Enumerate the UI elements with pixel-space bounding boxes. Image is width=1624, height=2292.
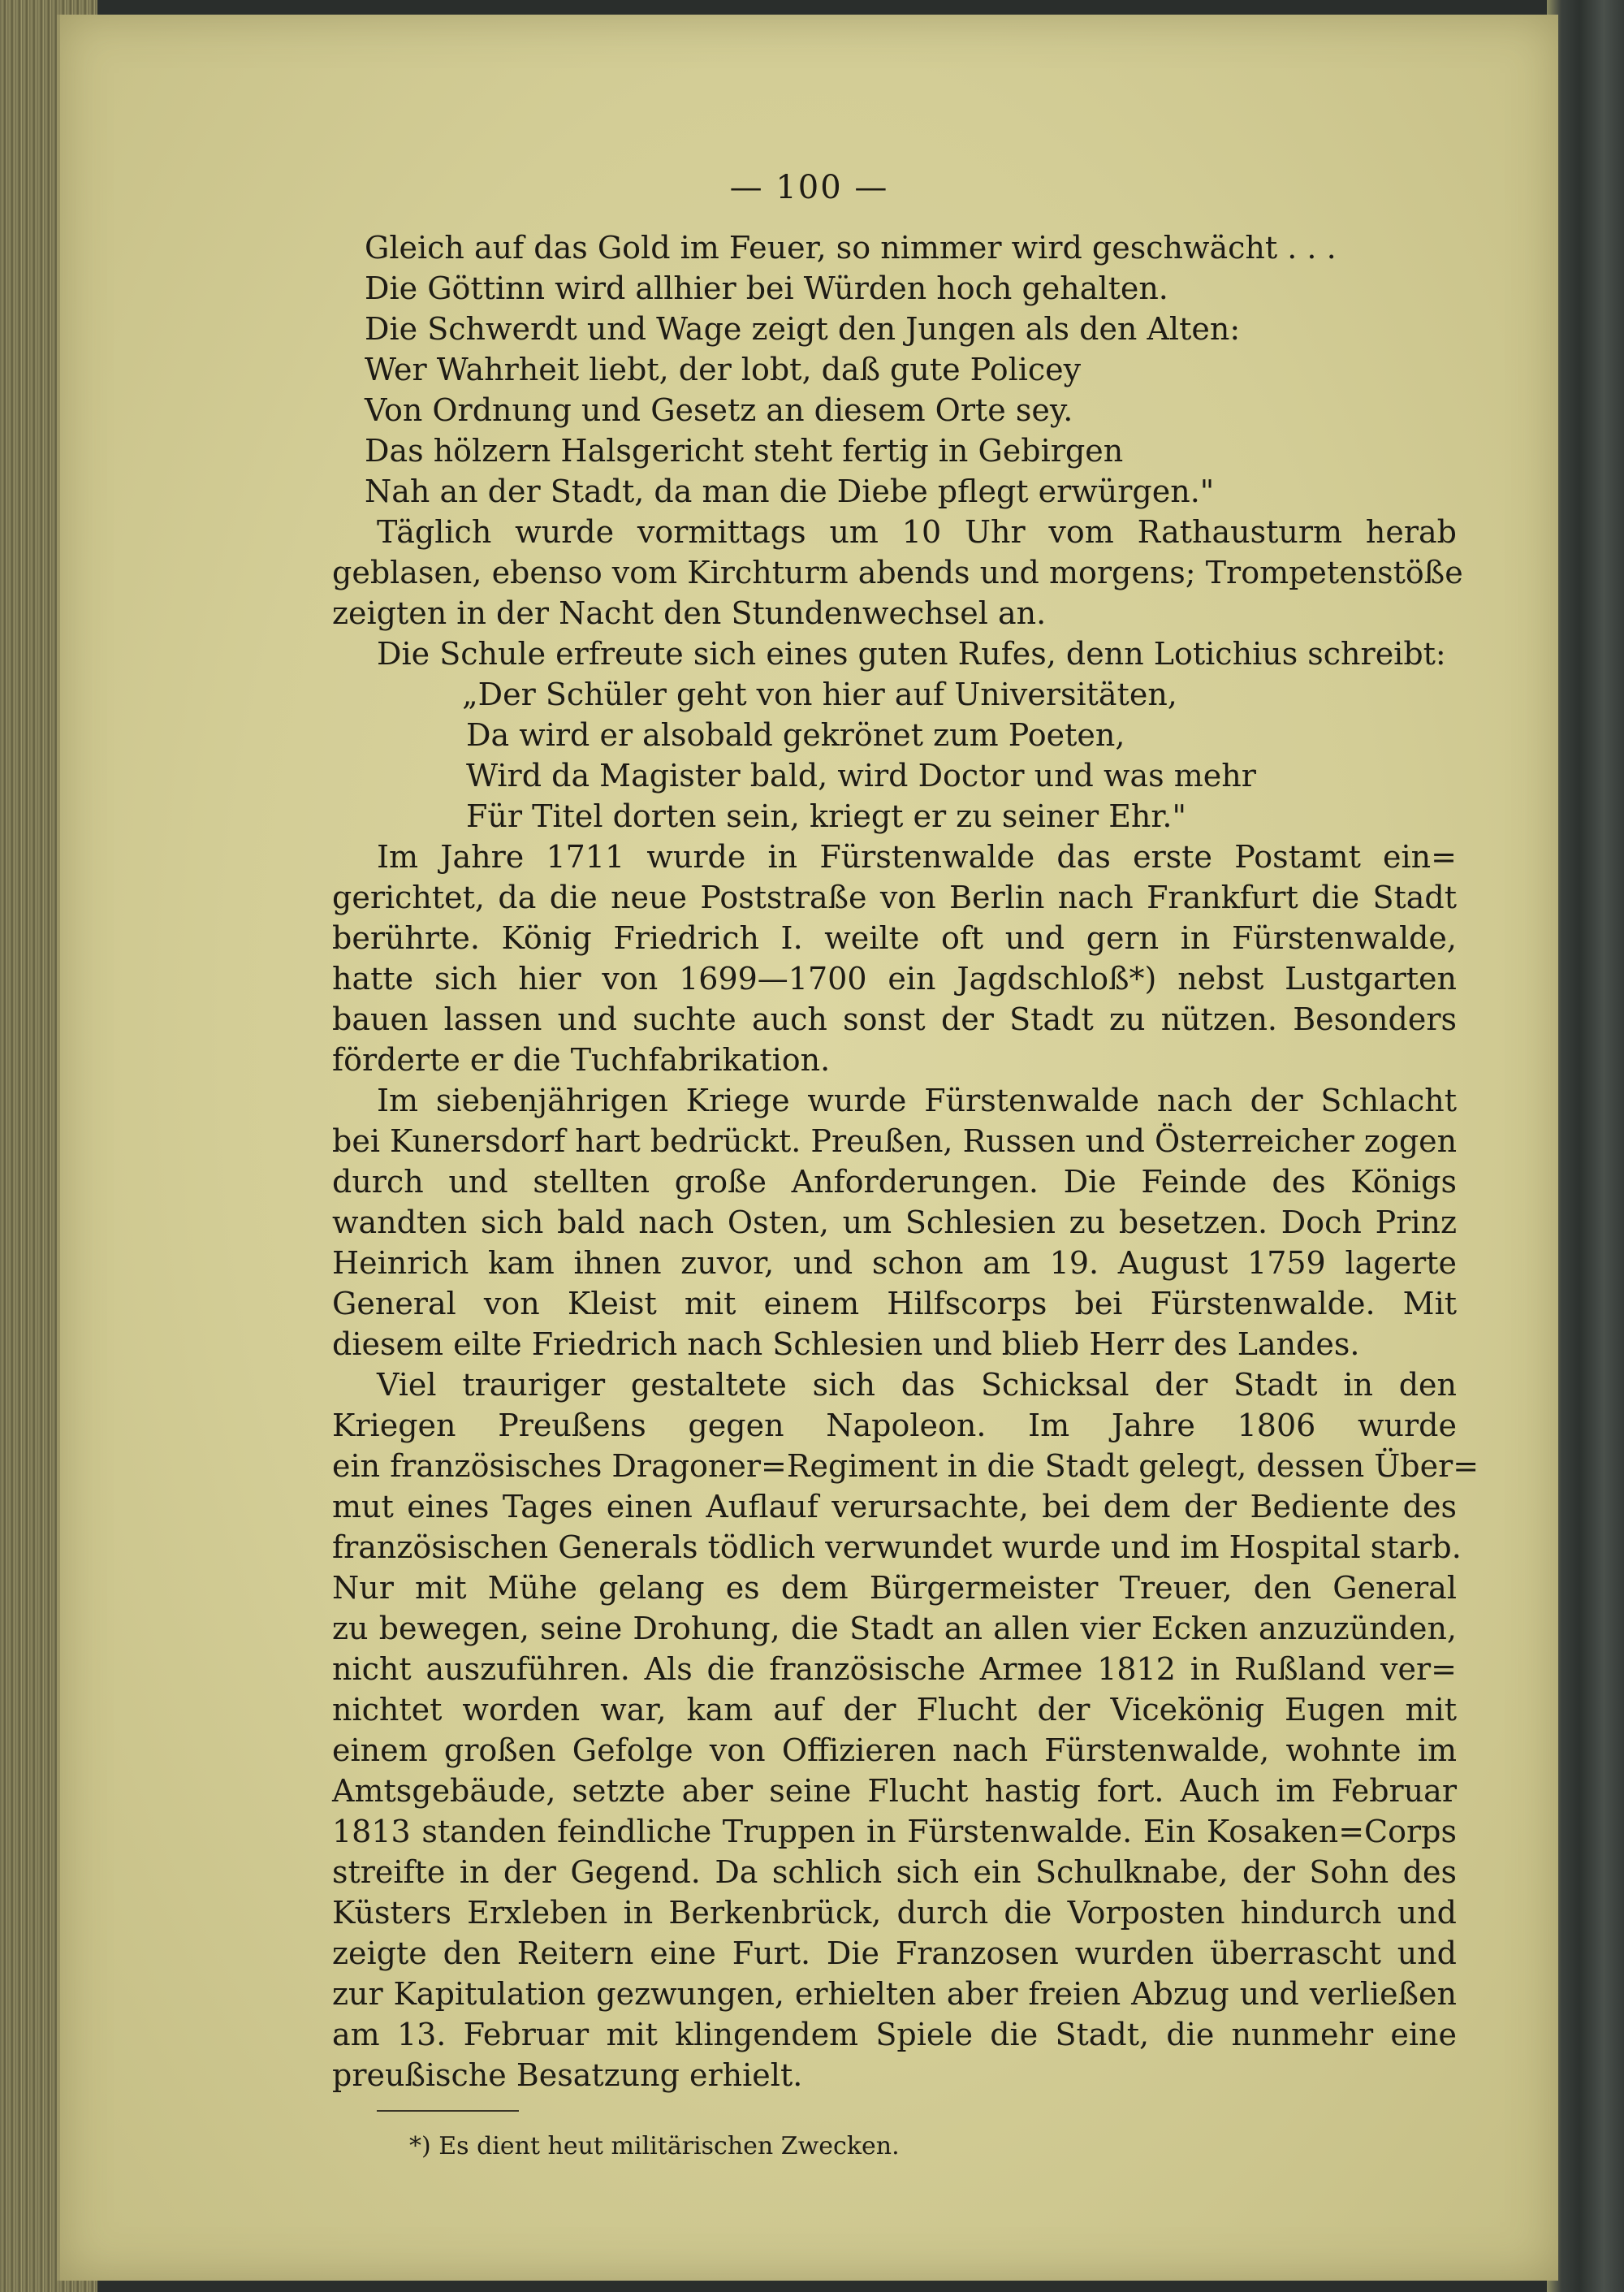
poem-line: Nah an der Stadt, da man die Diebe pflegt erwürgen."	[365, 474, 1215, 509]
paragraph-line: preußische Besatzung erhielt.	[332, 2057, 803, 2093]
poem-line: „Der Schüler geht von hier auf Universitäten,	[462, 677, 1177, 712]
poem-line: Für Titel dorten sein, kriegt er zu seiner Ehr."	[466, 798, 1186, 834]
paragraph-line: ein französisches Dragoner=Regiment in die Stadt gelegt, dessen Über=	[332, 1448, 1479, 1484]
paragraph-line: nicht auszuführen. Als die französische Armee 1812 in Rußland ver=	[332, 1651, 1457, 1687]
paragraph-line: 1813 standen feindliche Truppen in Fürstenwalde. Ein Kosaken=Corps	[332, 1814, 1457, 1849]
paragraph-line: hatte sich hier von 1699—1700 ein Jagdschloß*) nebst Lustgarten	[332, 961, 1457, 997]
paragraph-line: gerichtet, da die neue Poststraße von Berlin nach Frankfurt die Stadt	[332, 880, 1457, 915]
paragraph-line: französischen Generals tödlich verwundet wurde und im Hospital starb.	[332, 1529, 1462, 1565]
paragraph-line: Kriegen Preußens gegen Napoleon. Im Jahre 1806 wurde	[332, 1408, 1457, 1443]
paragraph-line: nichtet worden war, kam auf der Flucht der Vicekönig Eugen mit	[332, 1692, 1457, 1728]
poem-line: Die Schwerdt und Wage zeigt den Jungen als den Alten:	[365, 311, 1241, 347]
poem-line: Die Göttinn wird allhier bei Würden hoch gehalten.	[365, 270, 1168, 306]
poem-line: Wird da Magister bald, wird Doctor und was mehr	[466, 758, 1256, 794]
paragraph-line: berührte. König Friedrich I. weilte oft und gern in Fürstenwalde,	[332, 920, 1457, 956]
paragraph-line: mut eines Tages einen Auflauf verursachte, bei dem der Bediente des	[332, 1489, 1457, 1524]
paragraph-line: zeigte den Reitern eine Furt. Die Franzosen wurden überrascht und	[332, 1935, 1457, 1971]
paragraph-line: General von Kleist mit einem Hilfscorps bei Fürstenwalde. Mit	[332, 1286, 1457, 1321]
page-text	[60, 15, 1558, 2281]
paragraph-line: Heinrich kam ihnen zuvor, und schon am 19. August 1759 lagerte	[332, 1245, 1457, 1281]
paragraph-line: bei Kunersdorf hart bedrückt. Preußen, Russen und Österreicher zogen	[332, 1123, 1458, 1159]
paragraph-line: zeigten in der Nacht den Stundenwechsel an.	[332, 595, 1047, 631]
footnote: *) Es dient heut militärischen Zwecken.	[409, 2132, 900, 2160]
paragraph-line: Im siebenjährigen Kriege wurde Fürstenwalde nach der Schlacht	[377, 1083, 1457, 1118]
paragraph-line: förderte er die Tuchfabrikation.	[332, 1042, 831, 1078]
poem-line: Von Ordnung und Gesetz an diesem Orte sey.	[365, 392, 1073, 428]
poem-line: Gleich auf das Gold im Feuer, so nimmer wird geschwächt . . .	[365, 230, 1337, 266]
paragraph-line: geblasen, ebenso vom Kirchturm abends und morgens; Trompetenstöße	[332, 555, 1463, 590]
paragraph-line: Täglich wurde vormittags um 10 Uhr vom Rathausturm herab	[377, 514, 1457, 550]
paragraph-line: Viel trauriger gestaltete sich das Schicksal der Stadt in den	[377, 1367, 1457, 1403]
book-binding	[1547, 0, 1624, 2292]
page-number: — 100 —	[729, 169, 889, 206]
paragraph-line: Im Jahre 1711 wurde in Fürstenwalde das erste Postamt ein=	[377, 839, 1457, 875]
paragraph-line: am 13. Februar mit klingendem Spiele die Stadt, die nunmehr eine	[332, 2017, 1457, 2052]
paragraph-line: bauen lassen und suchte auch sonst der Stadt zu nützen. Besonders	[332, 1001, 1457, 1037]
poem-line: Wer Wahrheit liebt, der lobt, daß gute Policey	[365, 352, 1082, 387]
paragraph-line: Nur mit Mühe gelang es dem Bürgermeister Treuer, den General	[332, 1570, 1457, 1606]
paragraph-line: Küsters Erxleben in Berkenbrück, durch die Vorposten hindurch und	[332, 1895, 1457, 1931]
paragraph-line: streifte in der Gegend. Da schlich sich ein Schulknabe, der Sohn des	[332, 1854, 1457, 1890]
paragraph-line: Amtsgebäude, setzte aber seine Flucht hastig fort. Auch im Februar	[332, 1773, 1457, 1809]
paragraph-line: diesem eilte Friedrich nach Schlesien und blieb Herr des Landes.	[332, 1326, 1360, 1362]
paragraph-line: zur Kapitulation gezwungen, erhielten aber freien Abzug und verließen	[332, 1976, 1457, 2012]
paragraph-line: Die Schule erfreute sich eines guten Rufes, denn Lotichius schreibt:	[377, 636, 1446, 672]
footnote-rule	[377, 2110, 519, 2112]
paragraph-line: wandten sich bald nach Osten, um Schlesien zu besetzen. Doch Prinz	[332, 1204, 1457, 1240]
paragraph-line: zu bewegen, seine Drohung, die Stadt an allen vier Ecken anzuzünden,	[332, 1611, 1457, 1646]
book-page	[57, 15, 1558, 2281]
paragraph-line: einem großen Gefolge von Offizieren nach Fürstenwalde, wohnte im	[332, 1732, 1457, 1768]
poem-line: Das hölzern Halsgericht steht fertig in Gebirgen	[365, 433, 1124, 469]
poem-line: Da wird er alsobald gekrönet zum Poeten,	[466, 717, 1125, 753]
paragraph-line: durch und stellten große Anforderungen. Die Feinde des Königs	[332, 1164, 1457, 1200]
